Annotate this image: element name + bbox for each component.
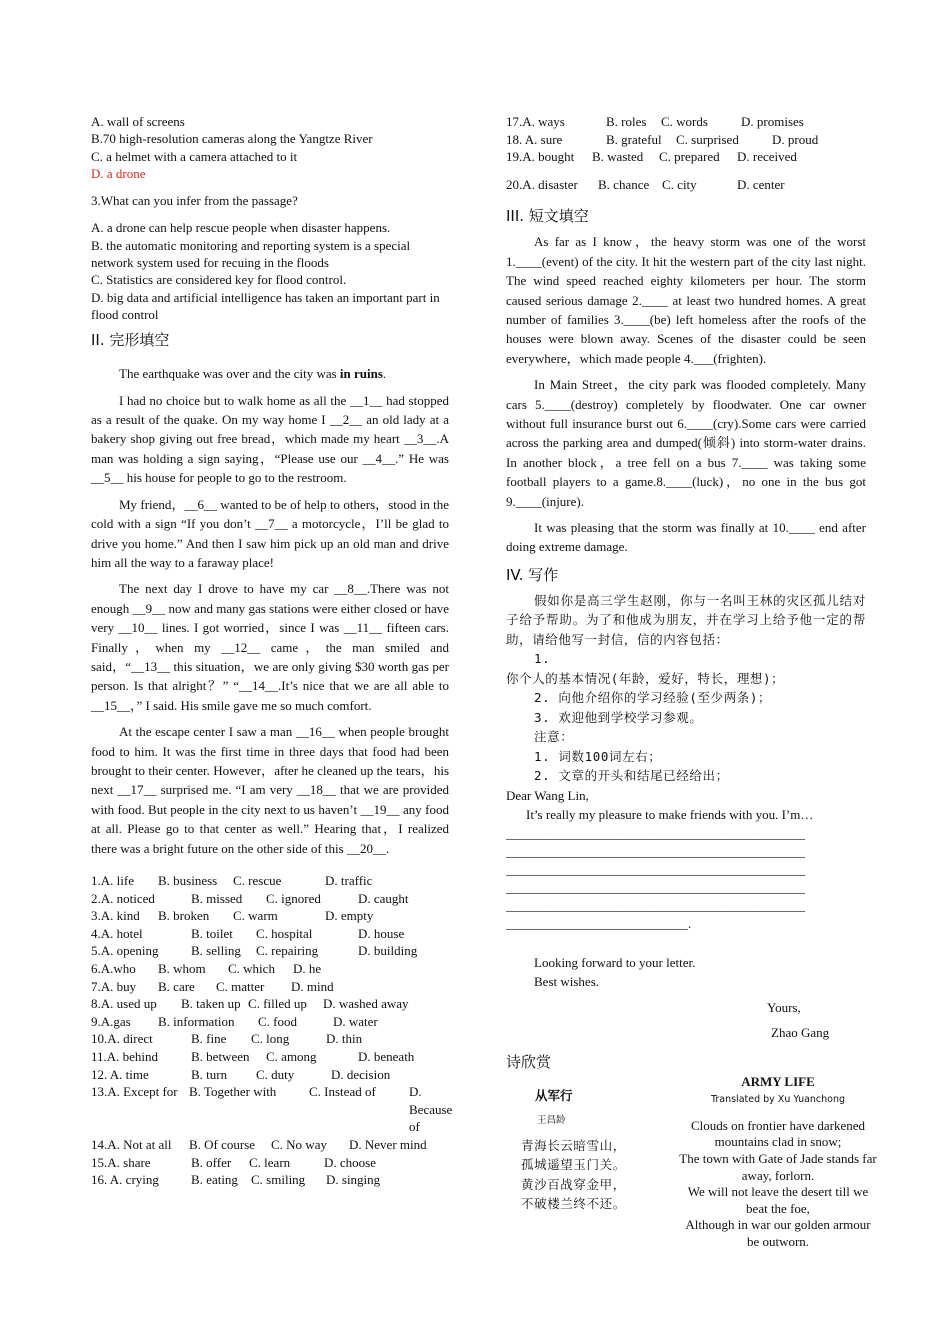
q2-options bbox=[91, 113, 449, 182]
cloze-option-row bbox=[91, 1083, 453, 1136]
cloze-options-17-20 bbox=[506, 113, 866, 193]
cloze-option-a: 20.A. disaster bbox=[506, 176, 578, 192]
cloze-option-d: D. thin bbox=[326, 1031, 363, 1047]
letter-opening: It’s really my pleasure to make friends with you. I’m… bbox=[526, 807, 814, 823]
cloze-option-row bbox=[91, 925, 449, 943]
option-c: C. a helmet with a camera attached to it bbox=[91, 148, 298, 164]
blank-line: ______________________________________________ bbox=[506, 897, 805, 913]
cloze-option-c: C. surprised bbox=[676, 131, 739, 147]
cloze-option-c: C. prepared bbox=[659, 149, 720, 165]
writing-item-3: 3. 欢迎他到学校学习参观。 bbox=[534, 709, 703, 725]
cloze-option-d: D. building bbox=[358, 943, 418, 959]
cloze-option-a: 12. A. time bbox=[91, 1066, 149, 1082]
fill-paragraph-1: As far as I know，the heavy storm was one of the worst 1.____(event) of the city. It hit the western part of the city last night. The wind speed reached eighty kilometers per hour. The storm caused serious damage 2.____ at least two hundred homes. A great number of families 3.____(be) left homeless after the roofs of the houses were blown away. Scenes of the disaster could be seen everywhere，which made people 4.___(frighten). bbox=[506, 234, 866, 366]
cloze-option-row bbox=[91, 1013, 449, 1031]
cloze-option-row bbox=[506, 148, 866, 166]
cloze-option-d: D. washed away bbox=[323, 996, 409, 1012]
cloze-option-row bbox=[91, 960, 449, 978]
cloze-option-d: D. proud bbox=[772, 131, 819, 147]
letter-signature: Zhao Gang bbox=[771, 1025, 830, 1041]
cloze-option-c: C. matter bbox=[216, 978, 265, 994]
cloze-option-c: C. city bbox=[662, 176, 697, 192]
poem-en-title: ARMY LIFE bbox=[741, 1073, 815, 1089]
right-column bbox=[506, 113, 877, 1258]
section-heading-cloze: II. 完形填空 bbox=[91, 331, 170, 350]
poem-cn-author: 王昌龄 bbox=[537, 1114, 566, 1126]
cloze-option-b: B. missed bbox=[191, 890, 243, 906]
cloze-option-a: 11.A. behind bbox=[91, 1048, 159, 1064]
cloze-options-1-16 bbox=[91, 872, 453, 1189]
cloze-option-b: B. selling bbox=[191, 943, 241, 959]
cloze-option-a: 18. A. sure bbox=[506, 131, 563, 147]
cloze-option-b: B. between bbox=[191, 1048, 250, 1064]
cloze-option-row bbox=[91, 907, 449, 925]
poem-english bbox=[666, 1072, 890, 1251]
poem-en-line: be outworn. bbox=[746, 1234, 810, 1250]
cloze-option-d: D. caught bbox=[358, 890, 409, 906]
cloze-option-a: 1.A. life bbox=[91, 873, 134, 889]
option-b: B. the automatic monitoring and reporting system is a special network system used for recuing in the floods bbox=[91, 237, 411, 271]
cloze-option-d: D. center bbox=[737, 176, 785, 192]
cloze-option-d: D. Never mind bbox=[349, 1136, 427, 1152]
cloze-option-d: D. choose bbox=[324, 1154, 376, 1170]
cloze-option-c: C. ignored bbox=[266, 890, 321, 906]
cloze-option-b: B. fine bbox=[191, 1031, 227, 1047]
poem-en-line: The town with Gate of Jade stands far bbox=[679, 1151, 877, 1167]
cloze-option-row bbox=[506, 176, 866, 194]
poem-cn-line: 不破楼兰终不还。 bbox=[521, 1196, 626, 1212]
cloze-option-c: C. repairing bbox=[256, 943, 319, 959]
cloze-option-d: D. singing bbox=[326, 1172, 381, 1188]
cloze-option-c: C. rescue bbox=[233, 873, 282, 889]
letter-closing-2: Best wishes. bbox=[534, 974, 599, 990]
cloze-option-a: 2.A. noticed bbox=[91, 890, 155, 906]
cloze-paragraph-1: The earthquake was over and the city was in ruins. bbox=[119, 366, 387, 382]
cloze-option-d: D. received bbox=[737, 149, 797, 165]
cloze-option-b: B. Of course bbox=[189, 1136, 256, 1152]
section-heading-fill: III. 短文填空 bbox=[506, 207, 589, 226]
cloze-option-b: B. broken bbox=[158, 908, 210, 924]
cloze-option-d: D. Because of bbox=[409, 1084, 453, 1135]
cloze-option-d: D. promises bbox=[741, 114, 804, 129]
option-a: A. a drone can help rescue people when disaster happens. bbox=[91, 220, 391, 236]
option-c: C. Statistics are considered key for flood control. bbox=[91, 272, 347, 288]
cloze-option-b: B. taken up bbox=[181, 996, 241, 1012]
cloze-option-row bbox=[91, 872, 449, 890]
cloze-option-d: D. traffic bbox=[325, 873, 373, 889]
writing-note-1: 1. 词数100词左右； bbox=[534, 748, 662, 764]
letter-greeting: Dear Wang Lin, bbox=[506, 787, 589, 803]
cloze-option-b: B. offer bbox=[191, 1154, 232, 1170]
cloze-option-a: 3.A. kind bbox=[91, 908, 140, 924]
cloze-option-row bbox=[91, 1136, 449, 1154]
poem-en-line: beat the foe, bbox=[746, 1200, 810, 1216]
poem-en-line: away, forlorn. bbox=[741, 1167, 815, 1183]
cloze-option-c: C. hospital bbox=[256, 925, 313, 941]
section-heading-writing: IV. 写作 bbox=[506, 565, 559, 584]
cloze-option-c: C. No way bbox=[271, 1136, 327, 1152]
left-column bbox=[91, 113, 453, 1189]
cloze-option-a: 9.A.gas bbox=[91, 1013, 131, 1029]
poem-cn-line: 青海长云暗雪山， bbox=[521, 1137, 626, 1153]
cloze-option-c: C. duty bbox=[256, 1066, 295, 1082]
cloze-option-d: D. house bbox=[358, 925, 405, 941]
cloze-option-a: 17.A. ways bbox=[506, 114, 565, 129]
cloze-option-c: C. learn bbox=[249, 1154, 291, 1170]
cloze-option-c: C. long bbox=[251, 1031, 290, 1047]
cloze-option-row bbox=[91, 978, 449, 996]
writing-blank-lines[interactable] bbox=[506, 825, 866, 933]
cloze-option-c: C. filled up bbox=[248, 996, 307, 1012]
cloze-option-row bbox=[91, 995, 449, 1013]
cloze-option-b: B. wasted bbox=[592, 149, 644, 165]
blank-line: ______________________________________________ bbox=[506, 879, 805, 895]
cloze-paragraph-4: The next day I drove to have my car __8__.There was not enough __9__ now and many gas stations were either closed or have very __10__ lines. I got worried，since I was __11__ fifteen cars. Finally，when my __12__ came，the man smiled and said，“__13__ this situation，we are only giving $30 worth gas per person. Is that alright？” “__14__.It’s nice that we are all able to __15__，” I said. His smile gave me so much comfort. bbox=[91, 581, 449, 713]
option-b: B.70 high-resolution cameras along the Yangtze River bbox=[91, 131, 373, 147]
option-d-answer: D. a drone bbox=[91, 165, 146, 181]
cloze-option-row bbox=[91, 1171, 449, 1189]
cloze-option-c: C. warm bbox=[233, 908, 278, 924]
cloze-paragraph-2: I had no choice but to walk home as all the __1__ had stopped as a result of the quake. On my way home I __2__ an old lady at a bakery shop giving out free bread，which made my heart __3__.A man was holding a sign saying，“Please use our __4__.” He was __5__ his house for people to go to the restroom. bbox=[91, 392, 449, 486]
fill-paragraph-2: In Main Street，the city park was flooded completely. Many cars 5.____(destroy) completely by floodwater. One car owner without full insurance burst out 6.____(cry).Some cars were carried across the parking area and dumped(倾斜) into storm-water drains. In another block，a tree fell on a bus 7.____ was taking some football players to a game.8.____(luck)，no one in the bus got 9.____(injure). bbox=[506, 377, 866, 509]
cloze-option-c: C. food bbox=[258, 1013, 297, 1029]
writing-note-2: 2. 文章的开头和结尾已经给出； bbox=[534, 768, 729, 784]
option-a: A. wall of screens bbox=[91, 114, 185, 129]
cloze-option-b: B. eating bbox=[191, 1172, 238, 1188]
cloze-paragraph-3: My friend，__6__ wanted to be of help to others，stood in the cold with a sign “If you don’t __7__ a motorcycle，I’ll be glad to drive you home.” And then I saw him pick up an old man and drive him all the way to a faraway place! bbox=[91, 496, 449, 570]
cloze-option-row bbox=[91, 1030, 449, 1048]
cloze-option-a: 10.A. direct bbox=[91, 1031, 153, 1047]
section-heading-poem: 诗欣赏 bbox=[506, 1052, 552, 1071]
cloze-option-row bbox=[91, 890, 449, 908]
writing-item-1: 你个人的基本情况(年龄，爱好，特长，理想)； bbox=[506, 670, 785, 686]
cloze-option-row bbox=[91, 1066, 449, 1084]
cloze-option-b: B. Together with bbox=[189, 1084, 277, 1100]
blank-line-last: ____________________________. bbox=[506, 915, 692, 931]
fill-paragraph-3: It was pleasing that the storm was finally at 10.____ end after doing extreme damage. bbox=[506, 520, 866, 555]
cloze-option-row bbox=[506, 113, 866, 131]
cloze-option-b: B. turn bbox=[191, 1066, 228, 1082]
cloze-option-b: B. whom bbox=[158, 960, 206, 976]
blank-line: ______________________________________________ bbox=[506, 843, 805, 859]
cloze-option-row bbox=[91, 1048, 449, 1066]
poem-en-line: We will not leave the desert till we bbox=[687, 1184, 869, 1200]
cloze-option-b: B. information bbox=[158, 1013, 235, 1029]
writing-item-1-num: 1. bbox=[534, 651, 551, 667]
poem-en-line: mountains clad in snow; bbox=[714, 1134, 842, 1150]
cloze-option-b: B. business bbox=[158, 873, 218, 889]
poem-cn-line: 孤城遥望玉门关。 bbox=[521, 1157, 626, 1173]
blank-line: ______________________________________________ bbox=[506, 861, 805, 877]
cloze-option-a: 14.A. Not at all bbox=[91, 1136, 172, 1152]
cloze-option-b: B. roles bbox=[606, 114, 647, 129]
letter-yours: Yours, bbox=[767, 999, 801, 1015]
cloze-option-c: C. among bbox=[266, 1048, 317, 1064]
cloze-option-a: 6.A.who bbox=[91, 960, 136, 976]
writing-note: 注意： bbox=[534, 729, 574, 745]
cloze-option-b: B. care bbox=[158, 978, 195, 994]
poem-section bbox=[506, 1073, 877, 1258]
poem-cn-title: 从军行 bbox=[535, 1087, 573, 1103]
question-3: 3.What can you infer from the passage? bbox=[91, 193, 298, 209]
cloze-option-a: 5.A. opening bbox=[91, 943, 159, 959]
poem-en-line: Although in war our golden armour bbox=[685, 1217, 871, 1233]
cloze-option-a: 8.A. used up bbox=[91, 996, 157, 1012]
cloze-option-d: D. water bbox=[333, 1013, 378, 1029]
cloze-option-d: D. empty bbox=[325, 908, 374, 924]
cloze-option-b: B. grateful bbox=[606, 131, 662, 147]
cloze-option-d: D. beneath bbox=[358, 1048, 415, 1064]
option-d: D. big data and artificial intelligence has taken an important part in flood control bbox=[91, 289, 440, 322]
cloze-option-d: D. mind bbox=[291, 978, 334, 994]
cloze-option-a: 19.A. bought bbox=[506, 149, 575, 165]
cloze-option-c: C. which bbox=[228, 960, 275, 976]
blank-line: ______________________________________________ bbox=[506, 825, 805, 841]
poem-cn-line: 黄沙百战穿金甲， bbox=[521, 1176, 626, 1192]
cloze-option-c: C. words bbox=[661, 114, 708, 129]
cloze-option-row bbox=[91, 1154, 449, 1172]
poem-en-line: Clouds on frontier have darkened bbox=[690, 1117, 865, 1133]
cloze-option-c: C. smiling bbox=[251, 1172, 306, 1188]
cloze-option-a: 15.A. share bbox=[91, 1154, 151, 1170]
cloze-option-a: 4.A. hotel bbox=[91, 925, 143, 941]
cloze-option-d: D. he bbox=[293, 960, 322, 976]
q3-options bbox=[91, 219, 449, 323]
poem-en-translator: Translated by Xu Yuanchong bbox=[710, 1093, 846, 1105]
cloze-paragraph-5: At the escape center I saw a man __16__ when people brought food to him. It was the first time in three days that food had been brought to their center. However，after he cleaned up the tears，his next __17__ surprised me. “I am very __18__ that we are provided with food. But people in the city next to us haven’t __19__ any food at all. Please go to that center as well.” Hearing that，I realized there was a bright future on the other side of this __20__. bbox=[91, 724, 449, 856]
letter-closing-1: Looking forward to your letter. bbox=[534, 954, 696, 970]
cloze-option-a: 16. A. crying bbox=[91, 1172, 159, 1188]
cloze-option-b: B. chance bbox=[598, 176, 650, 192]
cloze-option-row bbox=[506, 131, 866, 149]
writing-item-2: 2. 向他介绍你的学习经验(至少两条)； bbox=[534, 690, 772, 706]
cloze-option-a: 13.A. Except for bbox=[91, 1084, 178, 1100]
cloze-option-a: 7.A. buy bbox=[91, 978, 137, 994]
cloze-option-d: D. decision bbox=[331, 1066, 391, 1082]
writing-prompt: 假如你是高三学生赵刚，你与一名叫王林的灾区孤儿结对子给予帮助。为了和他成为朋友，并在学习上给予他一定的帮助，请给他写一封信，信的内容包括： bbox=[506, 592, 866, 647]
cloze-option-row bbox=[91, 942, 449, 960]
cloze-option-b: B. toilet bbox=[191, 925, 233, 941]
cloze-option-c: C. Instead of bbox=[309, 1084, 376, 1100]
